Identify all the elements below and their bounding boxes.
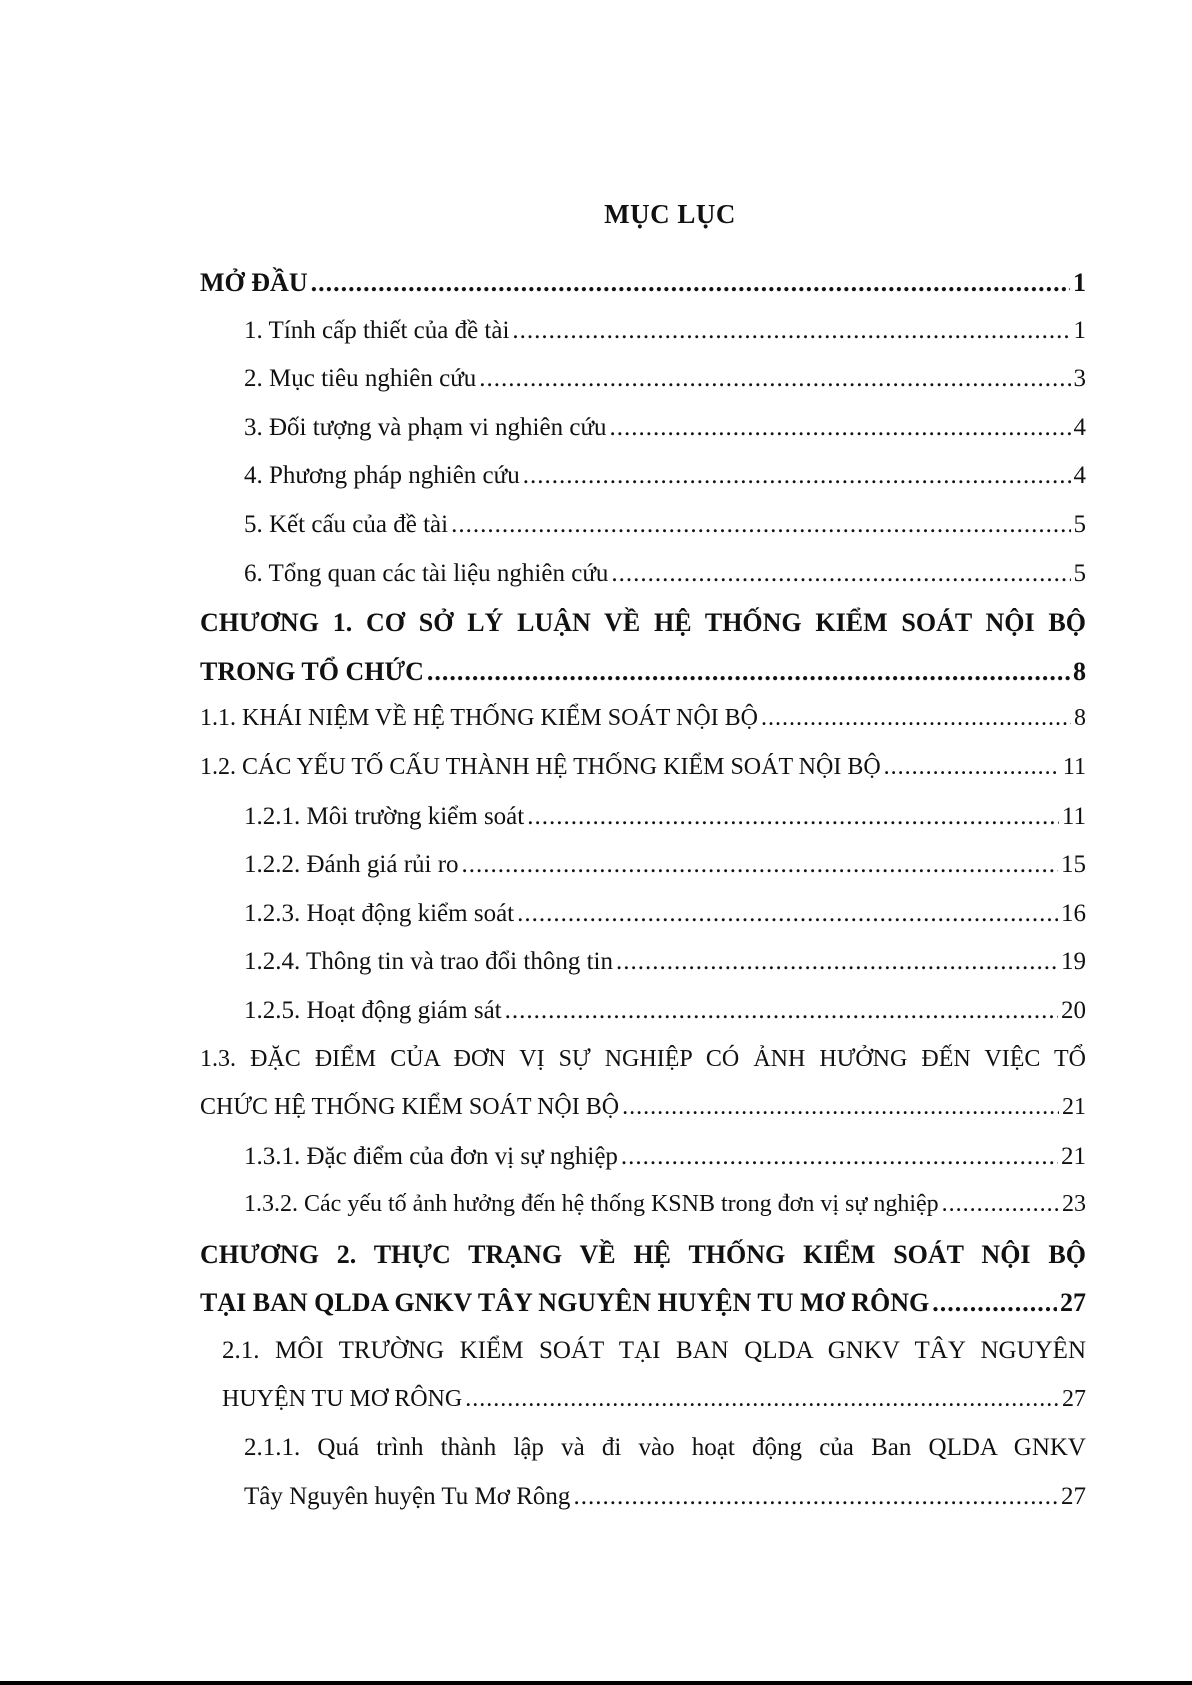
toc-entry-page: 8 [1074, 705, 1086, 732]
toc-entry[interactable] [200, 317, 1086, 366]
dot-leader [311, 268, 1070, 298]
toc-entry-page: 5 [1073, 510, 1086, 538]
dot-leader [761, 705, 1071, 732]
toc-entry-title: CHƯƠNG 2. THỰC TRẠNG VỀ HỆ THỐNG KIỂM SOÁT NỘI BỘ [200, 1239, 1086, 1269]
toc-entry-page: 5 [1073, 559, 1086, 587]
toc-entry-title: 5. Kết cấu của đề tài [244, 510, 449, 538]
toc-entry-title: 1.1. KHÁI NIỆM VỀ HỆ THỐNG KIỂM SOÁT NỘI BỘ [200, 705, 758, 732]
dot-leader [622, 1094, 1059, 1121]
toc-entry[interactable] [200, 1046, 1086, 1095]
toc-entry[interactable] [200, 1143, 1086, 1192]
toc-entry-title: 1.2.4. Thông tin và trao đổi thông tin [244, 948, 613, 976]
dot-leader [610, 414, 1071, 442]
toc-entry-title: 2.1.1. Quá trình thành lập và đi vào hoạt động của Ban QLDA GNKV [244, 1434, 1086, 1462]
dot-leader [451, 511, 1070, 539]
toc-entry[interactable] [200, 803, 1086, 852]
toc-entry[interactable] [200, 268, 1086, 317]
toc-entry-page: 20 [1061, 996, 1086, 1024]
dot-leader [462, 851, 1058, 879]
toc-entry-page: 1 [1073, 268, 1086, 297]
toc-entry-title: TRONG TỔ CHỨC [200, 656, 424, 686]
dot-leader [932, 1288, 1057, 1318]
toc-entry-page: 11 [1062, 753, 1086, 780]
toc-entry-title: MỞ ĐẦU [200, 268, 308, 297]
toc-entry[interactable] [200, 851, 1086, 900]
toc-entry-title: 4. Phương pháp nghiên cứu [244, 462, 520, 490]
toc-entry-title: 1.3. ĐẶC ĐIỂM CỦA ĐƠN VỊ SỰ NGHIỆP CÓ ẢNH HƯỞNG ĐẾN VIỆC TỔ [200, 1045, 1086, 1072]
table-of-contents [200, 268, 1086, 1531]
dot-leader [505, 997, 1058, 1025]
dot-leader [465, 1386, 1059, 1413]
dot-leader [517, 900, 1058, 928]
toc-entry[interactable] [200, 1240, 1086, 1289]
toc-entry-title: 2. Mục tiêu nghiên cứu [244, 365, 477, 393]
toc-entry-title: TẠI BAN QLDA GNKV TÂY NGUYÊN HUYỆN TU MƠ RÔNG [200, 1288, 930, 1318]
toc-entry[interactable] [200, 1337, 1086, 1386]
toc-entry-title: 3. Đối tượng và phạm vi nghiên cứu [244, 413, 607, 441]
dot-leader [523, 462, 1071, 490]
toc-entry-page: 19 [1061, 948, 1086, 976]
toc-entry-page: 16 [1061, 899, 1086, 927]
dot-leader [427, 657, 1070, 687]
toc-entry[interactable] [200, 754, 1086, 803]
toc-entry-title: 6. Tổng quan các tài liệu nghiên cứu [244, 559, 609, 587]
toc-entry-title: CHỨC HỆ THỐNG KIỂM SOÁT NỘI BỘ [200, 1094, 620, 1121]
toc-entry-page: 1 [1073, 316, 1086, 344]
toc-entry[interactable] [200, 511, 1086, 560]
toc-entry[interactable] [200, 608, 1086, 657]
toc-entry-page: 15 [1061, 851, 1086, 879]
toc-entry-title: 1.2.3. Hoạt động kiểm soát [244, 899, 515, 927]
toc-entry-page: 21 [1061, 1142, 1086, 1170]
toc-entry-page: 4 [1073, 462, 1086, 490]
toc-entry-title: 1.2.2. Đánh giá rủi ro [244, 851, 459, 879]
toc-entry-title: CHƯƠNG 1. CƠ SỞ LÝ LUẬN VỀ HỆ THỐNG KIỂM SOÁT NỘI BỘ [200, 608, 1086, 638]
toc-entry[interactable] [200, 560, 1086, 609]
page-title: MỤC LỤC [604, 199, 736, 229]
toc-entry[interactable] [200, 657, 1086, 706]
toc-entry-page: 21 [1062, 1094, 1086, 1121]
toc-entry-page: 8 [1073, 656, 1086, 686]
dot-leader [611, 560, 1070, 588]
toc-entry[interactable] [200, 414, 1086, 463]
toc-entry-page: 4 [1073, 413, 1086, 441]
bottom-border [0, 1681, 1192, 1685]
toc-entry-page: 11 [1061, 802, 1086, 830]
toc-entry[interactable] [200, 900, 1086, 949]
toc-entry[interactable] [200, 1386, 1086, 1435]
toc-entry[interactable] [200, 705, 1086, 754]
dot-leader [616, 948, 1058, 976]
toc-entry-title: HUYỆN TU MƠ RÔNG [222, 1385, 463, 1412]
toc-entry-page: 3 [1073, 365, 1086, 393]
dot-leader [512, 317, 1070, 345]
toc-entry-title: 1.2. CÁC YẾU TỐ CẤU THÀNH HỆ THỐNG KIỂM SOÁT NỘI BỘ [200, 753, 881, 780]
toc-entry-page: 27 [1061, 1482, 1086, 1510]
dot-leader [527, 803, 1059, 831]
toc-entry[interactable] [200, 1483, 1086, 1532]
dot-leader [884, 754, 1060, 781]
toc-entry-page: 27 [1062, 1385, 1086, 1412]
toc-entry-title: Tây Nguyên huyện Tu Mơ Rông [244, 1482, 571, 1510]
toc-entry-title: 1.2.1. Môi trường kiểm soát [244, 802, 525, 830]
dot-leader [479, 365, 1070, 393]
toc-entry[interactable] [200, 1094, 1086, 1143]
toc-entry[interactable] [200, 1191, 1086, 1240]
toc-entry-title: 2.1. MÔI TRƯỜNG KIỂM SOÁT TẠI BAN QLDA GNKV TÂY NGUYÊN [222, 1337, 1086, 1365]
dot-leader [942, 1191, 1059, 1218]
dot-leader [621, 1143, 1058, 1171]
toc-entry[interactable] [200, 997, 1086, 1046]
toc-entry-page: 23 [1062, 1191, 1086, 1218]
toc-entry-title: 1.3.1. Đặc điểm của đơn vị sự nghiệp [244, 1142, 618, 1170]
toc-entry[interactable] [200, 948, 1086, 997]
toc-entry-title: 1.2.5. Hoạt động giám sát [244, 996, 502, 1024]
toc-entry[interactable] [200, 462, 1086, 511]
toc-entry-title: 1.3.2. Các yếu tố ảnh hưởng đến hệ thống KSNB trong đơn vị sự nghiệp [244, 1191, 939, 1218]
dot-leader [573, 1483, 1058, 1511]
toc-entry-title: 1. Tính cấp thiết của đề tài [244, 316, 510, 344]
toc-entry[interactable] [200, 1434, 1086, 1483]
toc-entry[interactable] [200, 1288, 1086, 1337]
toc-entry-page: 27 [1060, 1288, 1086, 1318]
toc-entry[interactable] [200, 365, 1086, 414]
